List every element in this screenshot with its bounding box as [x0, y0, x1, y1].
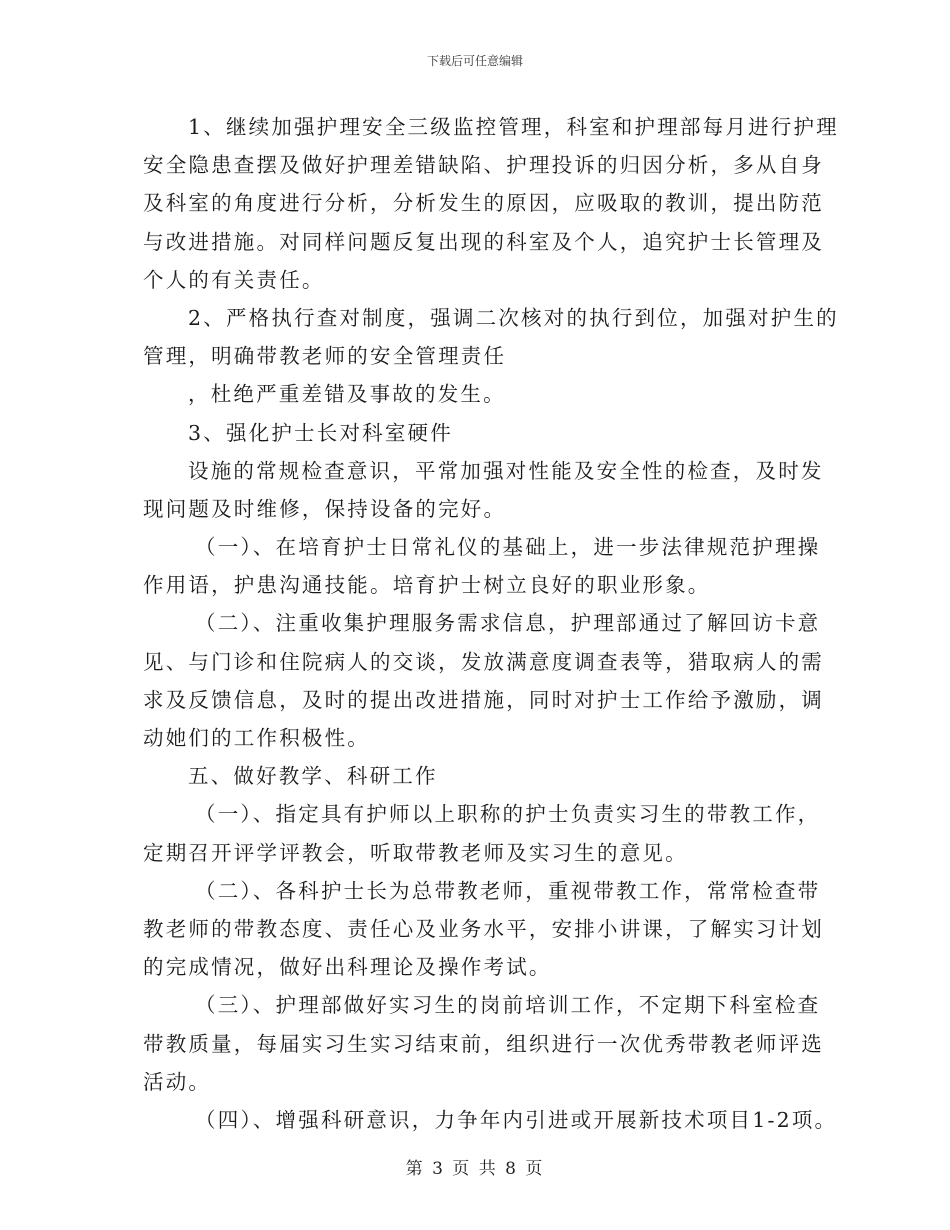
document-body [143, 108, 839, 1139]
paragraph-line: （二）、注重收集护理服务需求信息，护理部通过了解回访卡意 [195, 611, 821, 636]
paragraph-line: 五、做好教学、科研工作 [188, 764, 438, 789]
paragraph [143, 414, 811, 452]
paragraph-line: 设施的常规检查意识，平常加强对性能及安全性的检查，及时发 [188, 458, 824, 483]
paragraph-line: 动她们的工作积极性。 [143, 726, 370, 750]
paragraph [143, 452, 824, 528]
paragraph [143, 872, 824, 987]
paragraph-line: 2、严格执行查对制度，强调二次核对的执行到位，加强对护生的 [188, 305, 839, 330]
paragraph-line: 3、强化护士长对科室硬件 [188, 420, 453, 445]
paragraph [143, 986, 824, 1101]
paragraph [143, 604, 824, 757]
paragraph-line: 活动。 [143, 1069, 212, 1094]
paragraph-line: 个人的有关责任。 [143, 267, 325, 292]
paragraph-line: 及科室的角度进行分析，分析发生的原因，应吸取的教训，提出防范 [143, 191, 824, 216]
paragraph-line: 求及反馈信息，及时的提出改进措施，同时对护士工作给予激励，调 [143, 687, 824, 712]
page-number-footer: 第 3 页 共 8 页 [405, 1159, 545, 1179]
paragraph-line: 带教质量，每届实习生实习结束前，组织进行一次优秀带教老师评选 [143, 1031, 824, 1056]
page-header: 下载后可任意编辑 [426, 54, 523, 68]
paragraph-line: ，杜绝严重差错及事故的发生。 [188, 382, 506, 407]
paragraph-line: （四）、增强科研意识，力争年内引进或开展新技术项目1-2项。 [195, 1107, 838, 1132]
paragraph-line: 1、继续加强护理安全三级监控管理，科室和护理部每月进行护理 [188, 115, 839, 139]
paragraph [143, 1101, 838, 1139]
paragraph-line: 作用语，护患沟通技能。培育护士树立良好的职业形象。 [143, 573, 711, 598]
paragraph-line: （一）、指定具有护师以上职称的护士负责实习生的带教工作， [195, 802, 821, 827]
paragraph [143, 108, 839, 299]
paragraph-line: 管理，明确带教老师的安全管理责任 [143, 344, 507, 369]
paragraph [143, 757, 811, 795]
paragraph [143, 375, 811, 413]
paragraph [143, 528, 821, 604]
paragraph-line: （一）、在培育护士日常礼仪的基础上，进一步法律规范护理操 [195, 535, 821, 560]
paragraph-line: 定期召开评学评教会，听取带教老师及实习生的意见。 [143, 840, 688, 865]
paragraph-line: 现问题及时维修，保持设备的完好。 [143, 496, 507, 521]
paragraph [143, 795, 821, 871]
paragraph-line: （三）、护理部做好实习生的岗前培训工作，不定期下科室检查 [195, 993, 821, 1018]
paragraph-line: 的完成情况，做好出科理论及操作考试。 [143, 955, 552, 980]
paragraph-line: 见、与门诊和住院病人的交谈，发放满意度调查表等，猎取病人的需 [143, 649, 824, 674]
paragraph-line: 安全隐患查摆及做好护理差错缺陷、护理投诉的归因分析，多从自身 [143, 153, 824, 178]
paragraph [143, 299, 839, 375]
paragraph-line: 教老师的带教态度、责任心及业务水平，安排小讲课，了解实习计划 [143, 916, 824, 941]
paragraph-line: （二）、各科护士长为总带教老师，重视带教工作，常常检查带 [195, 878, 821, 903]
paragraph-line: 与改进措施。对同样问题反复出现的科室及个人，追究护士长管理及 [143, 229, 824, 254]
